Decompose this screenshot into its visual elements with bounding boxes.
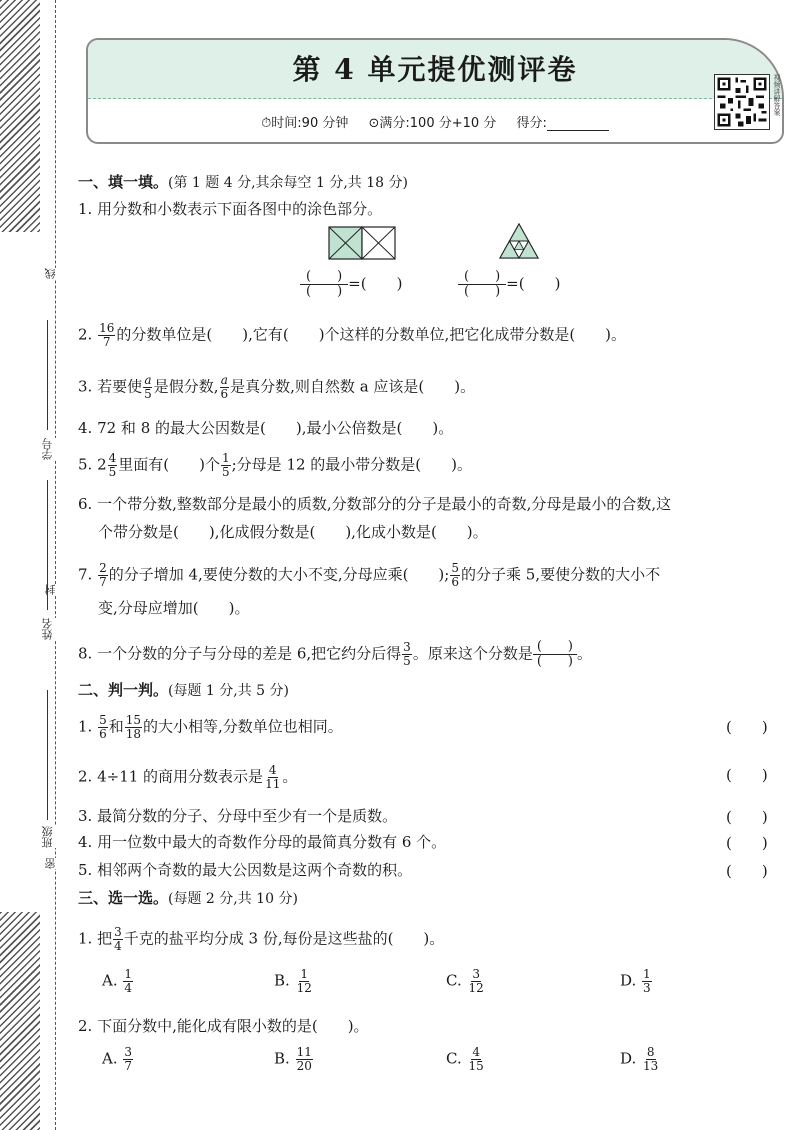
class-label: 班级 (40, 826, 70, 848)
s3-q1: 1. 把 $\frac{3}{4}$ 千克的盐平均分成 3 份,每份是这些盐的( )。 (78, 925, 445, 953)
s3-q1-option-b[interactable]: B. $\frac{1}{12}$ (274, 967, 312, 995)
judge-answer-4[interactable]: ( ) (726, 834, 768, 852)
student-id-label: 学号 (40, 438, 70, 460)
fraction: $\frac{4}{5}$ (108, 451, 117, 479)
s1-q1: 1. 用分数和小数表示下面各图中的涂色部分。 (78, 200, 383, 218)
s2-q1: 1. $\frac{5}{6}$ 和 $\frac{15}{18}$ 的大小相等,分数单位也相同。 (78, 713, 343, 741)
s1-q8: 8. 一个分数的分子与分母的差是 6,把它约分后得 $\frac{3}{5}$ 。原来这个分数是 $\frac{( )}{( )}$ 。 (78, 639, 592, 669)
binding-line-char: 线 (43, 268, 67, 279)
judge-answer-2[interactable]: ( ) (726, 766, 768, 784)
name-blank[interactable] (47, 480, 48, 610)
qr-code-icon[interactable] (714, 74, 770, 130)
judge-answer-3[interactable]: ( ) (726, 808, 768, 826)
section1-heading: 一、填一填。(第 1 题 4 分,其余每空 1 分,共 18 分) (78, 173, 408, 191)
s1-q6-line2: 个带分数是( ),化成假分数是( ),化成小数是( )。 (98, 523, 488, 541)
fold-line (55, 0, 56, 1130)
fraction: $\frac{4}{11}$ (265, 763, 281, 791)
student-id-blank[interactable] (47, 320, 48, 430)
figure-rectangle-shaded (328, 226, 396, 260)
s1-q4: 4. 72 和 8 的最大公因数是( ),最小公倍数是( )。 (78, 419, 454, 437)
s3-q2-option-d[interactable]: D. $\frac{8}{13}$ (620, 1045, 659, 1073)
s3-q2: 2. 下面分数中,能化成有限小数的是( )。 (78, 1017, 369, 1035)
s1-q1-answer-1[interactable]: $\frac{( )}{( )}$ =( ) (300, 270, 402, 299)
s2-q3: 3. 最简分数的分子、分母中至少有一个是质数。 (78, 807, 398, 825)
fraction: $\frac{a}{6}$ (220, 373, 229, 401)
fraction: $\frac{15}{18}$ (125, 713, 142, 741)
s1-q6-line1: 6. 一个带分数,整数部分是最小的质数,分数部分的分子是最小的奇数,分母是最小的合数,这 (78, 495, 672, 513)
score-blank[interactable] (547, 118, 609, 131)
s3-q1-option-c[interactable]: C. $\frac{3}{12}$ (446, 967, 484, 995)
header-band (88, 40, 782, 99)
clock-icon: ⏱ (261, 116, 272, 131)
s1-q3: 3. 若要使 $\frac{a}{5}$ 是假分数, $\frac{a}{6}$ 是真分数,则自然数 a 应该是( )。 (78, 373, 476, 401)
binding-seal-char: 封 (43, 584, 67, 595)
fraction: $\frac{3}{4}$ (114, 925, 122, 953)
fraction: $\frac{1}{5}$ (221, 451, 230, 479)
score-info: 得分: (516, 116, 608, 131)
time-info: ⏱时间:90 分钟 (261, 116, 349, 131)
check-circle-icon: ⊙ (368, 116, 380, 131)
s2-q5: 5. 相邻两个奇数的最大公因数是这两个奇数的积。 (78, 861, 413, 879)
figure-triangle-shaded (498, 222, 540, 260)
s3-q1-option-a[interactable]: A. $\frac{1}{4}$ (102, 967, 133, 995)
fraction: $\frac{16}{7}$ (99, 321, 115, 349)
page-title: 第 4 单元提优测评卷 (292, 53, 578, 86)
qr-caption: 视频讲解答案 (773, 74, 781, 116)
judge-answer-1[interactable]: ( ) (726, 718, 768, 736)
header-panel (86, 38, 784, 144)
s1-q5: 5. 2 $\frac{4}{5}$ 里面有( )个 $\frac{1}{5}$ ;分母是 12 的最小带分数是( )。 (78, 451, 473, 479)
binding-hatch-bottom (0, 912, 40, 1130)
s2-q4: 4. 用一位数中最大的奇数作分母的最简真分数有 6 个。 (78, 833, 447, 851)
s2-q2: 2. 4÷11 的商用分数表示是 $\frac{4}{11}$ 。 (78, 763, 298, 791)
binding-hatch-top (0, 0, 40, 232)
fraction: $\frac{5}{6}$ (451, 561, 459, 589)
s1-q1-answer-2[interactable]: $\frac{( )}{( )}$ =( ) (458, 270, 560, 299)
s3-q2-option-a[interactable]: A. $\frac{3}{7}$ (102, 1045, 133, 1073)
class-blank[interactable] (47, 690, 48, 820)
name-label: 姓名 (40, 618, 70, 640)
section3-heading: 三、选一选。(每题 2 分,共 10 分) (78, 889, 298, 907)
answer-fraction-blank[interactable]: $\frac{( )}{( )}$ (533, 640, 577, 669)
section2-heading: 二、判一判。(每题 1 分,共 5 分) (78, 681, 290, 699)
s1-q2: 2. $\frac{16}{7}$ 的分数单位是( ),它有( )个这样的分数单位,把它化成带分数是( )。 (78, 321, 627, 349)
full-score-info: ⊙满分:100 分+10 分 (368, 116, 497, 131)
fraction: $\frac{2}{7}$ (99, 561, 107, 589)
s1-q7-line2: 变,分母应增加( )。 (98, 599, 250, 617)
s1-q7: 7. $\frac{2}{7}$ 的分子增加 4,要使分数的大小不变,分母应乘( ); $\frac{5}{6}$ 的分子乘 5,要使分数的大小不 (78, 561, 661, 589)
binding-fold-char: 密 (43, 858, 67, 869)
judge-answer-5[interactable]: ( ) (726, 862, 768, 880)
fraction: $\frac{3}{5}$ (403, 640, 411, 668)
s3-q2-option-b[interactable]: B. $\frac{11}{20}$ (274, 1045, 312, 1073)
exam-info (88, 112, 782, 131)
s3-q1-option-d[interactable]: D. $\frac{1}{3}$ (620, 967, 651, 995)
fraction: $\frac{5}{6}$ (99, 713, 107, 741)
s3-q2-option-c[interactable]: C. $\frac{4}{15}$ (446, 1045, 484, 1073)
fraction: $\frac{a}{5}$ (144, 373, 152, 401)
